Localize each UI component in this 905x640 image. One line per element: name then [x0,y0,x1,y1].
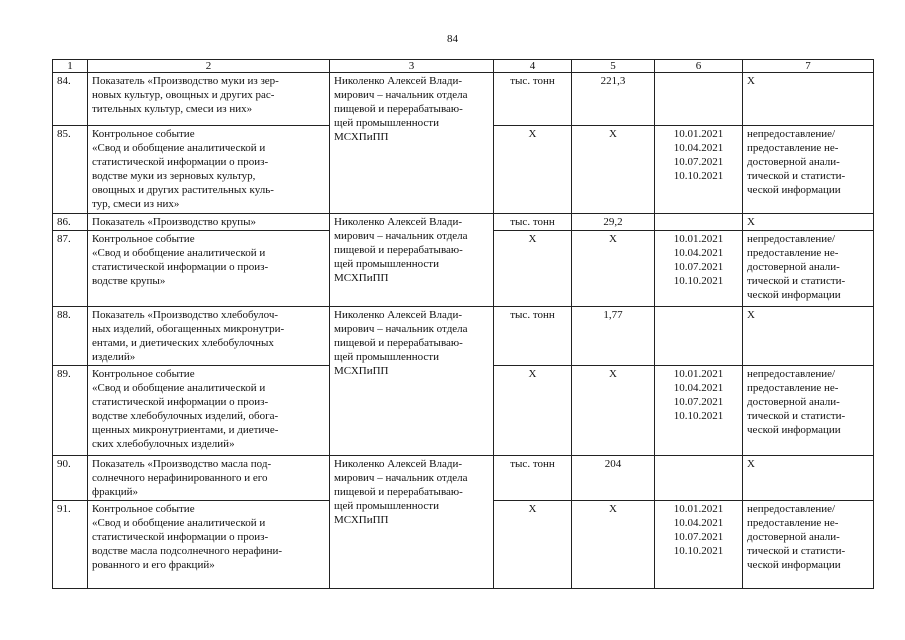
responsible-person: Николенко Алексей Влади- мирович – начальник отдела пищевой и перерабатываю- щей промышленности МСХПиПП [330,456,494,589]
table-row [53,307,874,366]
row-text: Контрольное событие «Свод и обобщение аналитической и статистической информации о произ- водстве хлебобулочных изделий, обога- щенных микронутриентами, и диетиче- ских хлебобулочных изделий» [88,366,330,456]
responsible-person: Николенко Алексей Влади- мирович – начальник отдела пищевой и перерабатываю- щей промышленности МСХПиПП [330,307,494,456]
table-row [53,73,874,126]
note-cell: непредоставление/ предоставление не- достоверной анали- тической и статисти- ческой информации [743,231,874,307]
unit-cell: Х [494,501,572,589]
header-cell: 6 [655,60,743,73]
dates-cell: 10.01.2021 10.04.2021 10.07.2021 10.10.2021 [655,501,743,589]
header-row [53,60,874,73]
unit-cell: Х [494,366,572,456]
dates-cell [655,73,743,126]
header-cell: 5 [572,60,655,73]
header-cell: 1 [53,60,88,73]
note-cell: Х [743,73,874,126]
responsible-person: Николенко Алексей Влади- мирович – начальник отдела пищевой и перерабатываю- щей промышленности МСХПиПП [330,73,494,214]
dates-cell [655,456,743,501]
row-text: Показатель «Производство муки из зер- новых культур, овощных и других рас- тительных культур, смеси из них» [88,73,330,126]
value-cell: Х [572,366,655,456]
row-number: 87. [53,231,88,307]
note-cell: Х [743,456,874,501]
note-cell: непредоставление/ предоставление не- достоверной анали- тической и статисти- ческой информации [743,501,874,589]
value-cell: 1,77 [572,307,655,366]
row-text: Контрольное событие «Свод и обобщение аналитической и статистической информации о произ- водстве муки из зерновых культур, овощных и других растительных куль- тур, смеси из них» [88,126,330,214]
row-number: 84. [53,73,88,126]
header-cell: 3 [330,60,494,73]
dates-cell [655,307,743,366]
row-text: Показатель «Производство масла под- солнечного нерафинированного и его фракций» [88,456,330,501]
table-row [53,456,874,501]
unit-cell: Х [494,231,572,307]
row-number: 86. [53,214,88,231]
row-number: 91. [53,501,88,589]
header-cell: 4 [494,60,572,73]
value-cell: Х [572,501,655,589]
note-cell: непредоставление/ предоставление не- достоверной анали- тической и статисти- ческой информации [743,366,874,456]
value-cell: 29,2 [572,214,655,231]
unit-cell: тыс. тонн [494,214,572,231]
dates-cell: 10.01.2021 10.04.2021 10.07.2021 10.10.2021 [655,366,743,456]
value-cell: 221,3 [572,73,655,126]
row-text: Показатель «Производство крупы» [88,214,330,231]
header-cell: 2 [88,60,330,73]
plan-table [52,59,874,589]
dates-cell [655,214,743,231]
note-cell: Х [743,214,874,231]
page-number: 84 [447,33,458,45]
unit-cell: Х [494,126,572,214]
row-text: Контрольное событие «Свод и обобщение аналитической и статистической информации о произ- водстве крупы» [88,231,330,307]
value-cell: Х [572,126,655,214]
unit-cell: тыс. тонн [494,456,572,501]
row-number: 85. [53,126,88,214]
row-text: Контрольное событие «Свод и обобщение аналитической и статистической информации о произ- водстве масла подсолнечного нерафини- рованного и его фракций» [88,501,330,589]
row-text: Показатель «Производство хлебобулоч- ных изделий, обогащенных микронутри- ентами, и диетических хлебобулочных изделий» [88,307,330,366]
note-cell: непредоставление/ предоставление не- достоверной анали- тической и статисти- ческой информации [743,126,874,214]
dates-cell: 10.01.2021 10.04.2021 10.07.2021 10.10.2021 [655,126,743,214]
value-cell: 204 [572,456,655,501]
value-cell: Х [572,231,655,307]
unit-cell: тыс. тонн [494,307,572,366]
table-row [53,214,874,231]
row-number: 90. [53,456,88,501]
responsible-person: Николенко Алексей Влади- мирович – начальник отдела пищевой и перерабатываю- щей промышленности МСХПиПП [330,214,494,307]
unit-cell: тыс. тонн [494,73,572,126]
row-number: 89. [53,366,88,456]
header-cell: 7 [743,60,874,73]
row-number: 88. [53,307,88,366]
note-cell: Х [743,307,874,366]
dates-cell: 10.01.2021 10.04.2021 10.07.2021 10.10.2021 [655,231,743,307]
